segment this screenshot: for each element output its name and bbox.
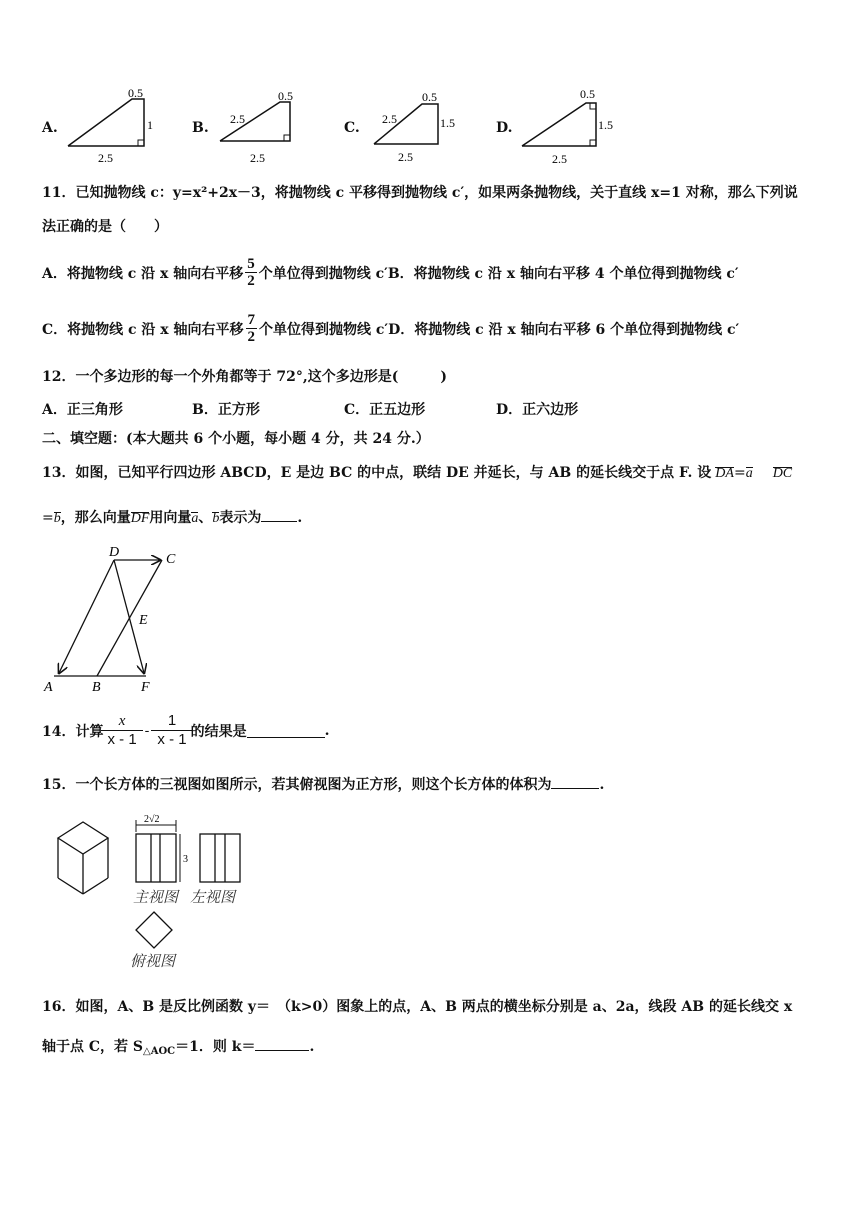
point-d-label: D [109, 545, 120, 560]
q11-option-c-d [42, 312, 739, 345]
period: . [309, 1039, 315, 1055]
fraction-7-2 [246, 312, 258, 345]
q11-option-a-b [42, 256, 739, 289]
fraction-denominator: x - 1 [107, 731, 137, 748]
q13-text-end: 表示为 [219, 510, 262, 526]
q13-text: 13．如图，已知平行四边形 ABCD，E 是边 BC 的中点，联结 DE 并延长，与 AB 的延长线交于点 F. 设 [42, 465, 712, 481]
parallelogram-figure [40, 545, 190, 695]
q13-text-tail: 用向量 [149, 510, 192, 526]
fraction-numerator: 1 [151, 712, 192, 731]
period: . [324, 722, 330, 739]
section-heading: 二、填空题：(本大题共 6 个小题，每小题 4 分，共 24 分.） [42, 431, 430, 447]
fraction-numerator: x [101, 712, 142, 731]
label-slant: 2.5 [382, 112, 397, 126]
q16-line1: 16．如图，A、B 是反比例函数 y＝ （k>0）图象上的点，A、B 两点的横坐标分别是 a、2a，线段 AB 的延长线交 x [42, 999, 793, 1015]
trapezoid-figure-c [364, 85, 474, 165]
cuboid-drawing [58, 822, 108, 894]
q12-option-c: C．正五边形 [344, 402, 426, 418]
q14-post: 的结果是 [190, 723, 247, 740]
period: . [297, 510, 303, 526]
q15-stem-line [42, 774, 604, 794]
left-view [200, 834, 240, 882]
q16-line2-mid: ＝1．则 k＝ [175, 1039, 256, 1055]
label-bottom: 2.5 [398, 150, 413, 164]
q12-option-a: A．正三角形 [42, 402, 123, 418]
fraction-numerator: 7 [247, 312, 256, 328]
point-c-label: C [166, 552, 176, 567]
label-top: 0.5 [422, 90, 437, 104]
q11-option-a-post: 个单位得到抛物线 c′B．将抛物线 c 沿 x 轴向右平移 4 个单位得到抛物线 c′ [258, 265, 739, 282]
vector-dc: DC [772, 466, 793, 481]
q12-option-b: B．正方形 [192, 402, 260, 418]
q11-option-c-post: 个单位得到抛物线 c′D．将抛物线 c 沿 x 轴向右平移 6 个单位得到抛物线 c′ [259, 321, 740, 338]
vector-b: b [53, 511, 61, 526]
vector-da: DA [715, 466, 734, 481]
equals-sign: = [733, 465, 746, 481]
label-side: 1.5 [598, 118, 613, 132]
fraction-5-2 [245, 256, 257, 289]
label-top: 0.5 [580, 87, 595, 101]
left-view-caption: 左视图 [190, 888, 236, 906]
trapezoid-figure-a [60, 85, 160, 165]
q14-line [42, 712, 329, 749]
point-e-label: E [139, 613, 148, 628]
q11-option-c-pre: C．将抛物线 c 沿 x 轴向右平移 [42, 321, 244, 338]
vector-a: a [191, 511, 199, 526]
q11-stem-line1: 11．已知抛物线 c：y=x²+2x－3，将抛物线 c 平移得到抛物线 c′，如果两条抛物线，关于直线 x=1 对称，那么下列说 [42, 185, 798, 201]
top-view [136, 912, 172, 948]
q12-stem: 12．一个多边形的每一个外角都等于 72°,这个多边形是( ) [42, 369, 447, 385]
q13-line2 [42, 507, 302, 527]
label-bottom: 2.5 [98, 151, 113, 165]
label-bottom: 2.5 [250, 151, 265, 165]
point-a-label: A [44, 680, 53, 695]
trapezoid-figure-b [212, 85, 312, 165]
q14-pre: 14．计算 [42, 723, 104, 740]
option-letter: D. [496, 120, 513, 136]
answer-blank[interactable] [247, 737, 325, 738]
vector-b: b [212, 511, 220, 526]
label-side: 1.5 [440, 116, 455, 130]
fraction-denominator: x - 1 [157, 731, 187, 748]
top-view-caption: 俯视图 [130, 952, 176, 970]
period: . [599, 777, 605, 793]
q12-option-d: D．正六边形 [496, 402, 579, 418]
q16-line2 [42, 1036, 314, 1056]
option-letter: A. [42, 120, 58, 136]
q16-line2-pre: 轴于点 C，若 S [42, 1039, 144, 1055]
answer-blank[interactable] [261, 521, 297, 522]
option-letter: B. [192, 120, 209, 136]
fraction-x-over-x-minus-1 [107, 712, 136, 749]
label-side: 1 [147, 118, 153, 132]
label-top: 0.5 [128, 86, 143, 100]
answer-blank[interactable] [551, 788, 599, 789]
label-bottom: 2.5 [552, 152, 567, 165]
option-letter: C. [344, 120, 360, 136]
q11-stem-line2: 法正确的是（ ） [42, 219, 168, 235]
front-view [136, 820, 180, 882]
answer-blank[interactable] [255, 1050, 309, 1051]
q11-option-a-pre: A．将抛物线 c 沿 x 轴向右平移 [42, 265, 244, 282]
label-top: 0.5 [278, 89, 293, 103]
dimension-height-label: 3 [183, 854, 188, 865]
trapezoid-figure-d [514, 85, 624, 165]
fraction-numerator: 5 [247, 256, 255, 272]
label-slant: 2.5 [230, 112, 245, 126]
q13-line1 [42, 462, 792, 482]
point-f-label: F [141, 680, 150, 695]
dimension-width-label: 2√2 [144, 814, 160, 825]
q13-text-mid: ，那么向量 [60, 510, 131, 526]
front-view-caption: 主视图 [133, 888, 179, 906]
vector-a: a [745, 466, 753, 481]
area-subscript: △AOC [143, 1046, 176, 1057]
q15-stem: 15．一个长方体的三视图如图所示，若其俯视图为正方形，则这个长方体的体积为 [42, 777, 552, 793]
minus-sign: - [144, 722, 150, 739]
vector-df: DF [130, 511, 150, 526]
fraction-1-over-x-minus-1 [157, 712, 186, 749]
fraction-denominator: 2 [247, 273, 255, 289]
fraction-denominator: 2 [247, 329, 256, 345]
point-b-label: B [92, 680, 101, 695]
equals-sign: = [42, 510, 54, 526]
separator: 、 [198, 510, 213, 526]
